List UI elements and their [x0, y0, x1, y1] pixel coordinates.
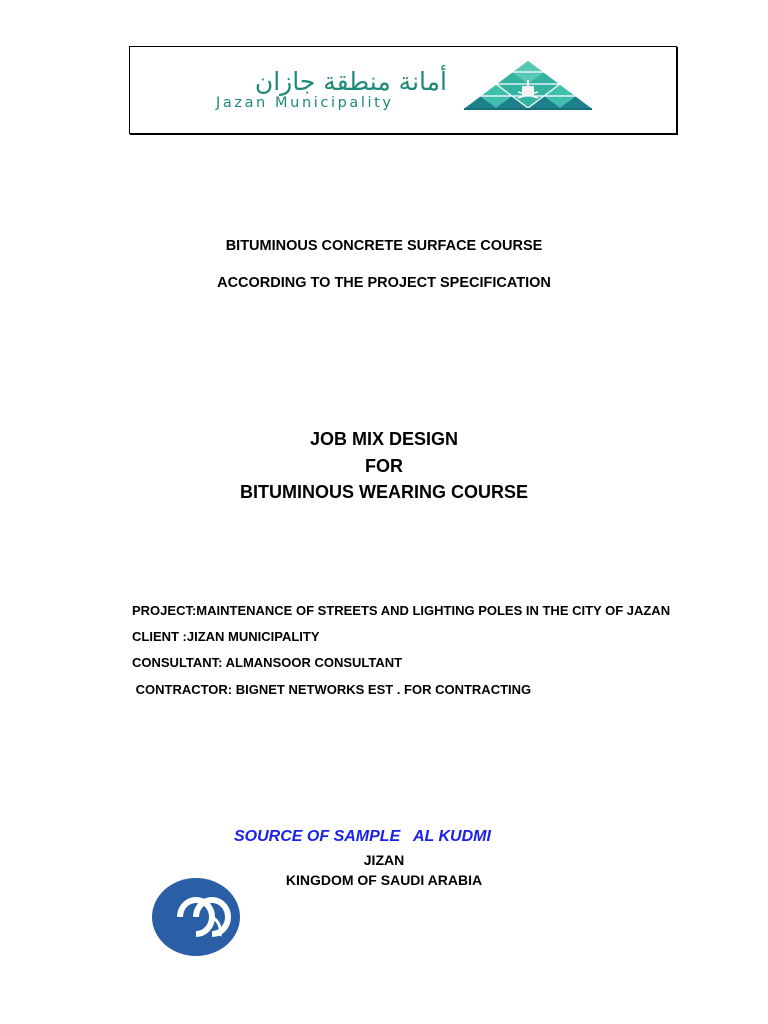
company-logo-icon	[150, 876, 242, 958]
subtitle-line-2: ACCORDING TO THE PROJECT SPECIFICATION	[217, 275, 551, 291]
source-city: JIZAN	[363, 852, 405, 868]
source-country: KINGDOM OF SAUDI ARABIA	[285, 872, 483, 888]
title-line-1: JOB MIX DESIGN	[309, 429, 459, 449]
title-line-3: BITUMINOUS WEARING COURSE	[240, 482, 528, 502]
client-line: CLIENT :JIZAN MUNICIPALITY	[132, 629, 320, 644]
source-of-sample: SOURCE OF SAMPLE AL KUDMI	[234, 828, 491, 845]
municipality-arabic-name: أمانة منطقة جازان	[254, 67, 447, 96]
project-line: PROJECT:MAINTENANCE OF STREETS AND LIGHTING POLES IN THE CITY OF JAZAN	[132, 603, 671, 618]
municipality-english-name: Jazan Municipality	[216, 95, 394, 111]
consultant-line: CONSULTANT: ALMANSOOR CONSULTANT	[132, 655, 403, 670]
subtitle-line-1: BITUMINOUS CONCRETE SURFACE COURSE	[225, 238, 543, 254]
contractor-line: CONTRACTOR: BIGNET NETWORKS EST . FOR CONTRACTING	[132, 682, 532, 697]
title-line-2: FOR	[365, 456, 403, 476]
municipality-emblem-icon	[460, 58, 596, 114]
